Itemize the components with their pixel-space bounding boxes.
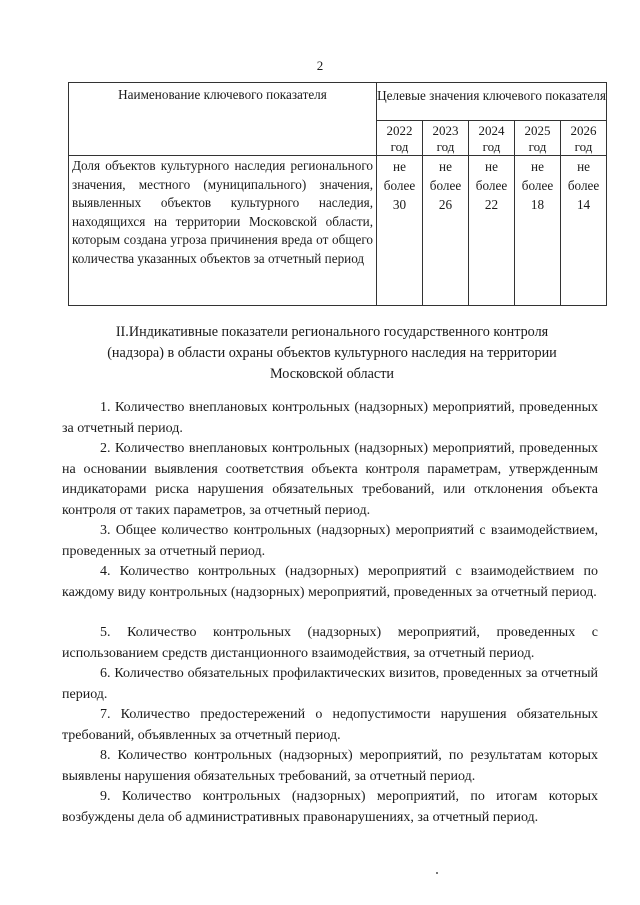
- key-indicator-table: [68, 82, 607, 306]
- list-item: [62, 521, 598, 562]
- list-item-text: 2. Количество внеплановых контрольных (надзорных) мероприятий, проведенных на основании выявления соответствия объекта контроля параметрам, утвержденным индикаторами риска нарушения обязательных требований, или отклонения объекта контроля от таких параметров, за отчетный период.: [62, 441, 598, 518]
- list-item-text: 8. Количество контрольных (надзорных) мероприятий, по результатам которых выявлены нарушения обязательных требований, за отчетный период.: [62, 748, 598, 784]
- list-item: [62, 439, 598, 521]
- header-indicator-name: Наименование ключевого показателя: [69, 83, 377, 156]
- list-item-text: 7. Количество предостережений о недопустимости нарушения обязательных требований, объявленных за отчетный период.: [62, 707, 598, 743]
- target-value: не более 18: [515, 156, 561, 306]
- list-item: [62, 623, 598, 664]
- target-value: не более 26: [423, 156, 469, 306]
- list-item: [62, 398, 598, 439]
- target-value: не более 14: [561, 156, 607, 306]
- scan-speck: [436, 872, 438, 874]
- target-value: не более 22: [469, 156, 515, 306]
- list-item-text: 6. Количество обязательных профилактических визитов, проведенных за отчетный период.: [62, 666, 598, 702]
- list-item-text: 4. Количество контрольных (надзорных) мероприятий с взаимодействием по каждому виду контрольных (надзорных) мероприятий, проведенных за отчетный период.: [62, 564, 598, 600]
- year-header: 2026 год: [561, 121, 607, 156]
- list-item: [62, 705, 598, 746]
- list-item: [62, 664, 598, 705]
- list-item-text: 9. Количество контрольных (надзорных) мероприятий, по итогам которых возбуждены дела об административных правонарушениях, за отчетный период.: [62, 789, 598, 825]
- indicator-description: Доля объектов культурного наследия регионального значения, местного (муниципального) значения, выявленных объектов культурного наследия, находящихся на территории Московской области, которым создана угроза причинения вреда от общего количества указанных объектов за отчетный период: [69, 156, 377, 306]
- header-target-values: Целевые значения ключевого показателя: [377, 83, 607, 121]
- list-item-text: 5. Количество контрольных (надзорных) мероприятий, проведенных с использованием средств дистанционного взаимодействия, за отчетный период.: [62, 625, 598, 661]
- target-value: не более 30: [377, 156, 423, 306]
- section-title: II.Индикативные показатели регионального государственного контроля (надзора) в области охраны объектов культурного наследия на территории Московской области: [107, 324, 557, 382]
- list-item-text: 1. Количество внеплановых контрольных (надзорных) мероприятий, проведенных за отчетный период.: [62, 400, 598, 436]
- year-header: 2022 год: [377, 121, 423, 156]
- list-item: [62, 787, 598, 828]
- year-header: 2023 год: [423, 121, 469, 156]
- year-header: 2025 год: [515, 121, 561, 156]
- list-item: [62, 562, 598, 603]
- list-item: [62, 746, 598, 787]
- list-item-text: 3. Общее количество контрольных (надзорных) мероприятий с взаимодействием, проведенных за отчетный период.: [62, 523, 598, 559]
- page-number: 2: [316, 58, 324, 73]
- year-header: 2024 год: [469, 121, 515, 156]
